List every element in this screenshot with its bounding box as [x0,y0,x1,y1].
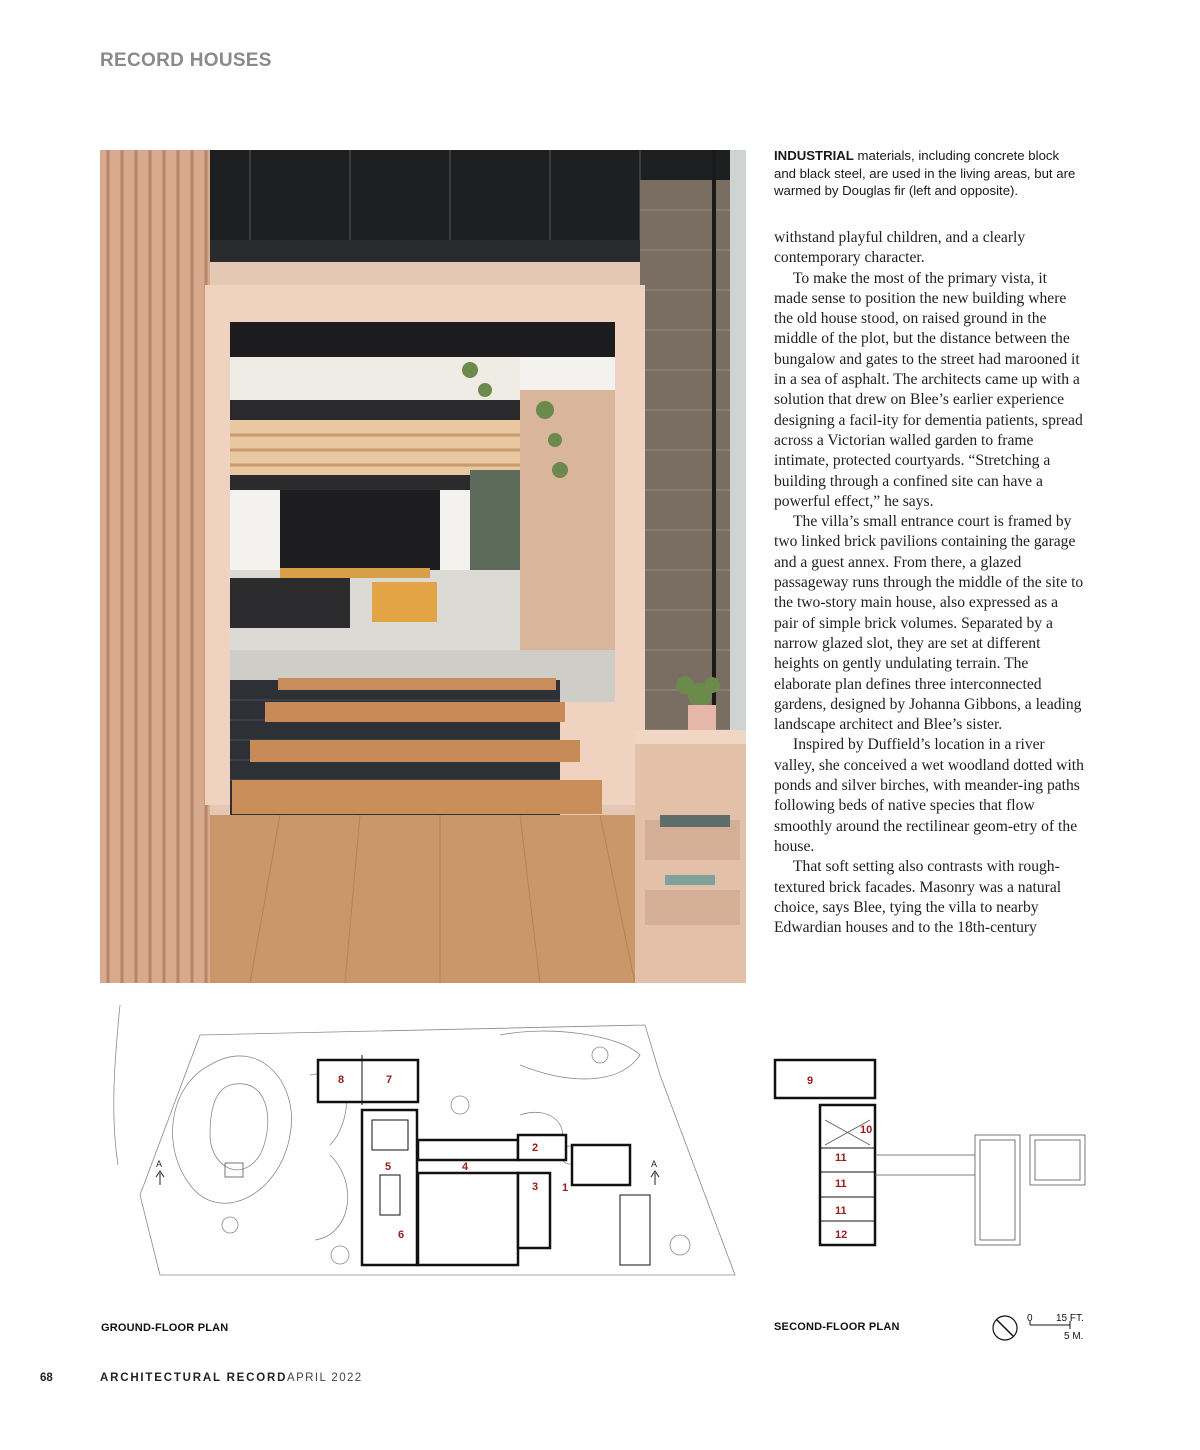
ground-floor-plan [100,995,740,1285]
paragraph: The villa’s small entrance court is framed by two linked brick pavilions containing the garage and a guest annex. From there, a glazed passageway runs through the middle of the site to the two-story main house, also expressed as a pair of simple brick volumes. Separated by a narrow glazed slot, they are set at different heights on gently undulating terrain. The elaborate plan defines three interconnected gardens, designed by Johanna Gibbons, a leading landscape architect and Blee’s sister. [774,513,1084,734]
interior-photo [100,150,746,983]
scale-bar [990,1310,1100,1350]
article-body [774,228,1084,938]
room-number: 11 [835,1205,847,1217]
section-mark: A [156,1159,163,1169]
paragraph: To make the most of the primary vista, it made sense to position the new building where the old house stood, on raised ground in the middle of the plot, but the distance between the bungalow and gates to the street had marooned it in a sea of asphalt. The architects came up with a solution that drew on Blee’s earlier experience designing a facil-ity for dementia patients, spread across a Victorian walled garden to frame intimate, protected courtyards. “Stretching a building through a confined site can have a powerful effect,” he says. [774,269,1083,510]
caption-text: materials, including concrete block and black steel, are used in the living areas, but are warmed by Douglas fir (left and opposite). [774,148,1076,198]
publication-name: ARCHITECTURAL RECORD [100,1372,288,1384]
room-number: 6 [398,1229,405,1241]
paragraph: That soft setting also contrasts with rough-textured brick facades. Masonry was a natural choice, says Blee, tying the villa to nearby Edwardian houses and to the 18th-century [774,858,1062,937]
second-floor-plan [765,1045,1095,1255]
room-number: 11 [835,1178,847,1190]
caption-lead: INDUSTRIAL [774,148,854,163]
scale-zero: 0 [1027,1313,1033,1324]
paragraph: withstand playful children, and a clearly contemporary character. [774,229,1026,267]
north-arrow-icon [993,1316,1017,1340]
room-number: 3 [532,1181,539,1193]
second-floor-plan-label: SECOND-FLOOR PLAN [774,1321,900,1333]
room-number: 7 [386,1074,393,1086]
section-mark: A [651,1159,658,1169]
room-number: 5 [385,1161,392,1173]
room-number: 12 [835,1229,848,1241]
room-number: 9 [807,1075,814,1087]
room-number: 10 [860,1124,873,1136]
scale-meters: 5 M. [1064,1331,1084,1342]
paragraph: Inspired by Duffield’s location in a river valley, she conceived a wet woodland dotted with ponds and silver birches, with meander-ing paths following beds of native species that flow smoothly around the rectilinear geom-etry of the house. [774,736,1084,855]
room-number: 4 [462,1161,469,1173]
ground-floor-plan-label: GROUND-FLOOR PLAN [101,1322,229,1334]
room-number: 1 [562,1182,569,1194]
issue-date: APRIL 2022 [287,1372,363,1384]
section-heading: RECORD HOUSES [100,50,272,71]
photo-caption [774,147,1084,200]
room-number: 8 [338,1074,345,1086]
room-number: 2 [532,1142,539,1154]
room-number: 11 [835,1152,847,1164]
page-number: 68 [40,1372,53,1384]
scale-feet: 15 FT. [1056,1313,1084,1324]
